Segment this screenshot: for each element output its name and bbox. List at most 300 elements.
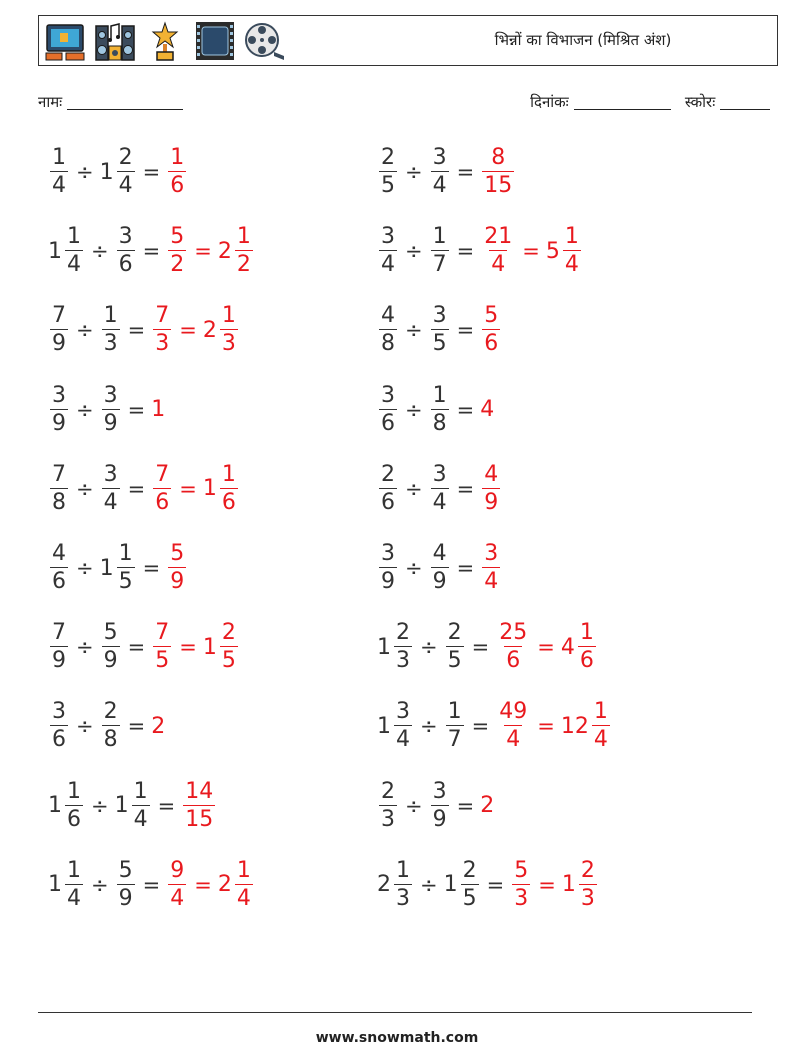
answer-equals-sign: = [537,714,555,739]
numerator: 3 [381,541,395,566]
numerator: 1 [103,303,118,329]
answer [480,793,495,818]
denominator: 6 [506,648,521,674]
numerator: 4 [381,303,395,329]
problem-item [377,305,502,355]
numerator: 3 [52,382,66,408]
dividend [377,226,399,276]
denominator: 5 [381,173,395,198]
answer [510,857,532,911]
dividend [377,305,399,355]
numerator: 3 [381,224,395,250]
divisor [100,461,122,515]
answer [480,226,516,276]
divisor-whole: 1 [99,159,114,185]
denominator: 4 [432,489,447,515]
denominator: 9 [170,569,185,594]
denominator: 4 [381,252,395,278]
numerator: 7 [52,620,66,646]
numerator: 1 [67,224,81,250]
divisor [115,857,137,911]
answer [480,305,502,355]
dividend-fraction [50,382,68,436]
answer [166,543,188,593]
divide-sign: ÷ [76,160,94,184]
dividend [48,857,85,911]
denominator: 5 [462,885,477,911]
dividend-fraction [379,147,397,197]
divisor-whole: 1 [443,872,458,898]
dividend-fraction [50,461,68,515]
score-blank [720,95,770,110]
answer [151,622,173,672]
divisor [100,305,122,355]
dividend [48,461,70,515]
answer-equals-sign: = [522,239,540,264]
dividend-fraction [379,305,397,355]
numerator: 1 [564,224,579,250]
divide-sign: ÷ [420,872,438,897]
answer-fraction [168,857,186,911]
numerator: 1 [396,857,410,883]
answer [151,397,166,422]
problem-item [377,778,495,832]
divide-sign: ÷ [405,793,423,818]
denominator: 6 [67,806,81,832]
dividend-fraction [50,147,68,197]
answer [151,305,173,355]
numerator: 4 [432,541,447,566]
dividend-whole: 2 [377,872,391,898]
score-label: स्कोरः [684,93,716,111]
divisor-fraction [102,701,120,751]
equals-sign: = [142,160,161,184]
numerator: 5 [170,541,185,566]
name-field [38,92,183,112]
numerator: 3 [396,699,410,725]
divide-sign: ÷ [420,635,438,660]
numerator: 5 [118,857,133,883]
numerator: 7 [52,303,66,329]
dividend-fraction [379,382,397,436]
problem-item [377,701,612,751]
equals-sign: = [142,239,161,264]
denominator: 6 [484,331,499,357]
equals-sign: = [142,556,161,580]
answer-whole: 2 [217,238,232,264]
divisor-fraction [102,461,120,515]
numerator: 1 [118,541,133,566]
numerator: 1 [432,224,447,250]
denominator: 8 [103,727,118,753]
numerator: 1 [432,382,447,408]
dividend [48,147,70,197]
denominator: 4 [170,885,185,911]
answer-fraction [168,147,186,197]
numerator: 49 [499,699,528,725]
divide-sign: ÷ [420,714,438,739]
dividend-whole: 1 [48,238,62,264]
dividend [48,305,70,355]
denominator: 5 [155,648,170,674]
denominator: 4 [67,252,81,278]
numerator: 1 [67,857,81,883]
denominator: 3 [580,885,595,911]
dividend-fraction [65,778,83,832]
worksheet-header [38,15,778,66]
numerator: 4 [484,461,499,487]
divisor-fraction [446,622,464,672]
denominator: 9 [52,410,66,436]
answer-fraction [592,701,610,751]
numerator: 2 [221,620,236,646]
answer-whole: 5 [545,238,560,264]
answer [480,397,495,422]
dividend-fraction [379,778,397,832]
divide-sign: ÷ [76,476,94,501]
divisor-fraction [431,305,449,355]
answer-fraction [220,305,238,355]
answer [480,543,502,593]
numerator: 2 [118,145,133,170]
problem-item [377,226,583,276]
dividend [377,147,399,197]
dividend-fraction [65,226,83,276]
problem-item [48,382,166,436]
answer [561,622,598,672]
problem-item [377,543,502,593]
answer [166,857,188,911]
denominator: 6 [52,569,66,594]
divisor-whole: 1 [114,793,129,819]
denominator: 4 [491,252,506,278]
answer-fraction [482,226,514,276]
numerator: 2 [396,620,410,646]
film-reel-icon [244,20,286,62]
divisor [100,701,122,751]
dividend-fraction [50,622,68,672]
denominator: 4 [484,569,499,594]
answer [203,305,240,355]
answer-fraction [168,543,186,593]
numerator: 4 [52,541,66,566]
denominator: 6 [155,489,170,515]
divisor [444,622,466,672]
divide-sign: ÷ [405,397,423,422]
dividend [377,857,414,911]
numerator: 7 [155,620,170,646]
denominator: 9 [52,331,66,357]
answer-fraction [482,305,500,355]
divisor-fraction [431,461,449,515]
equals-sign: = [127,476,146,501]
divisor [444,701,466,751]
divisor [429,147,451,197]
dividend-fraction [379,543,397,593]
denominator: 4 [564,252,579,278]
problem-item [377,857,599,911]
denominator: 4 [52,173,66,198]
denominator: 9 [52,648,66,674]
dividend-fraction [65,857,83,911]
answer [480,147,516,197]
dividend-fraction [394,701,412,751]
denominator: 3 [396,648,410,674]
numerator: 2 [462,857,477,883]
header-icons [44,19,286,63]
dividend-whole: 1 [377,634,391,660]
dividend-fraction [50,305,68,355]
divide-sign: ÷ [405,318,423,343]
answer-fraction [497,622,529,672]
dividend [377,778,399,832]
answer [181,778,217,832]
answer [561,857,599,911]
problem-item [377,622,598,672]
problem-item [48,226,255,276]
answer-fraction [153,305,171,355]
answer-equals-sign: = [179,635,197,660]
numerator: 1 [52,145,66,170]
divisor [429,778,451,832]
problem-item [48,701,166,751]
answer-equals-sign: = [179,318,197,343]
divisor-fraction [132,778,150,832]
answer-whole: 2 [151,713,166,739]
divisor [429,305,451,355]
denominator: 7 [447,727,462,753]
equals-sign: = [486,872,505,897]
denominator: 6 [118,252,133,278]
dividend [48,543,70,593]
problem-item [48,147,188,197]
denominator: 3 [396,885,410,911]
numerator: 9 [170,857,185,883]
denominator: 5 [221,648,236,674]
answer [166,226,188,276]
answer-fraction [512,857,530,911]
divisor-fraction [117,147,135,197]
answer-whole: 2 [202,317,217,343]
divisor-fraction [102,382,120,436]
dividend-whole: 1 [377,713,391,739]
numerator: 3 [432,461,447,487]
numerator: 1 [170,145,185,170]
numerator: 7 [155,303,170,329]
denominator: 8 [381,331,395,357]
denominator: 6 [170,173,185,198]
equals-sign: = [157,793,176,818]
answer-whole: 12 [560,713,589,739]
equals-sign: = [456,318,475,343]
answer [561,701,612,751]
dividend [377,382,399,436]
numerator: 1 [236,857,251,883]
denominator: 9 [432,569,447,594]
divide-sign: ÷ [405,476,423,501]
problem-item [377,147,516,197]
numerator: 1 [579,620,594,646]
divisor [100,147,137,197]
denominator: 9 [103,648,118,674]
divisor-fraction [461,857,479,911]
answer-fraction [235,857,253,911]
divide-sign: ÷ [405,160,423,184]
dividend-fraction [50,701,68,751]
dividend-fraction [379,226,397,276]
answer-fraction [578,622,596,672]
name-label: नामः [38,93,63,111]
denominator: 5 [118,569,133,594]
dividend [377,622,414,672]
answer [166,147,188,197]
answer-whole: 1 [202,476,217,502]
answer [495,622,531,672]
divide-sign: ÷ [405,239,423,264]
equals-sign: = [456,556,475,580]
answer-equals-sign: = [537,635,555,660]
answer [480,461,502,515]
denominator: 9 [103,410,118,436]
equals-sign: = [456,160,475,184]
equals-sign: = [127,635,146,660]
dividend [377,461,399,515]
equals-sign: = [142,872,161,897]
dividend [377,701,414,751]
equals-sign: = [127,714,146,739]
numerator: 8 [491,145,506,170]
numerator: 5 [484,303,499,329]
divisor-fraction [102,305,120,355]
numerator: 2 [381,461,395,487]
answer-whole: 2 [217,872,232,898]
numerator: 25 [499,620,528,646]
denominator: 6 [221,489,236,515]
denominator: 3 [103,331,118,357]
numerator: 7 [52,461,66,487]
equals-sign: = [471,714,490,739]
denominator: 4 [67,885,81,911]
name-blank [67,95,183,110]
numerator: 5 [103,620,118,646]
denominator: 2 [170,252,185,278]
denominator: 3 [514,885,529,911]
divisor-fraction [431,147,449,197]
denominator: 4 [506,727,521,753]
numerator: 3 [484,541,499,566]
answer-fraction [482,461,500,515]
denominator: 3 [221,331,236,357]
dividend [377,543,399,593]
denominator: 8 [432,410,447,436]
divisor [100,382,122,436]
film-frame-icon [194,20,236,62]
denominator: 3 [155,331,170,357]
answer-whole: 2 [480,793,495,819]
divisor-fraction [117,857,135,911]
divisor-fraction [446,701,464,751]
answer-fraction [183,778,215,832]
numerator: 3 [103,382,118,408]
numerator: 3 [432,145,447,170]
answer-fraction [220,461,238,515]
denominator: 6 [381,410,395,436]
numerator: 14 [185,778,214,804]
footer-divider [38,1012,752,1013]
divide-sign: ÷ [76,635,94,660]
divisor [100,622,122,672]
answer [218,226,255,276]
numerator: 7 [155,461,170,487]
numerator: 1 [221,303,236,329]
problem-item [48,857,255,911]
worksheet-title: भिन्नों का विभाजन (मिश्रित अंश) [494,31,672,49]
denominator: 4 [236,885,251,911]
problem-item [48,461,240,515]
denominator: 3 [381,806,395,832]
answer [546,226,583,276]
divisor [429,461,451,515]
denominator: 4 [103,489,118,515]
numerator: 2 [381,145,395,170]
numerator: 2 [447,620,462,646]
divisor-fraction [431,382,449,436]
music-speakers-icon [94,20,136,62]
divisor-fraction [431,543,449,593]
problem-item [48,305,240,355]
numerator: 3 [381,382,395,408]
answer [151,461,173,515]
dividend [48,226,85,276]
answer [202,461,240,515]
divisor [443,857,481,911]
divisor [429,543,451,593]
divisor [114,778,152,832]
divide-sign: ÷ [76,556,94,580]
denominator: 9 [484,489,499,515]
problem-item [48,543,188,593]
divisor-whole: 1 [99,555,114,581]
divisor-fraction [431,226,449,276]
denominator: 4 [593,727,608,753]
numerator: 2 [381,778,395,804]
answer [495,701,531,751]
numerator: 2 [580,857,595,883]
numerator: 5 [170,224,185,250]
divisor [100,543,137,593]
dividend [48,778,85,832]
equals-sign: = [456,397,475,422]
denominator: 4 [396,727,410,753]
answer-equals-sign: = [194,239,212,264]
divisor-fraction [117,226,135,276]
numerator: 1 [236,224,251,250]
answer-fraction [482,147,514,197]
answer-equals-sign: = [538,872,556,897]
dividend [48,382,70,436]
answer [203,622,240,672]
divisor [429,382,451,436]
denominator: 7 [432,252,447,278]
denominator: 15 [484,173,513,198]
denominator: 9 [381,569,395,594]
divisor [429,226,451,276]
footer-url: www.snowmath.com [315,1030,479,1046]
answer-whole: 1 [202,634,217,660]
dividend-whole: 1 [48,793,62,819]
date-blank [574,95,671,110]
numerator: 3 [432,778,447,804]
